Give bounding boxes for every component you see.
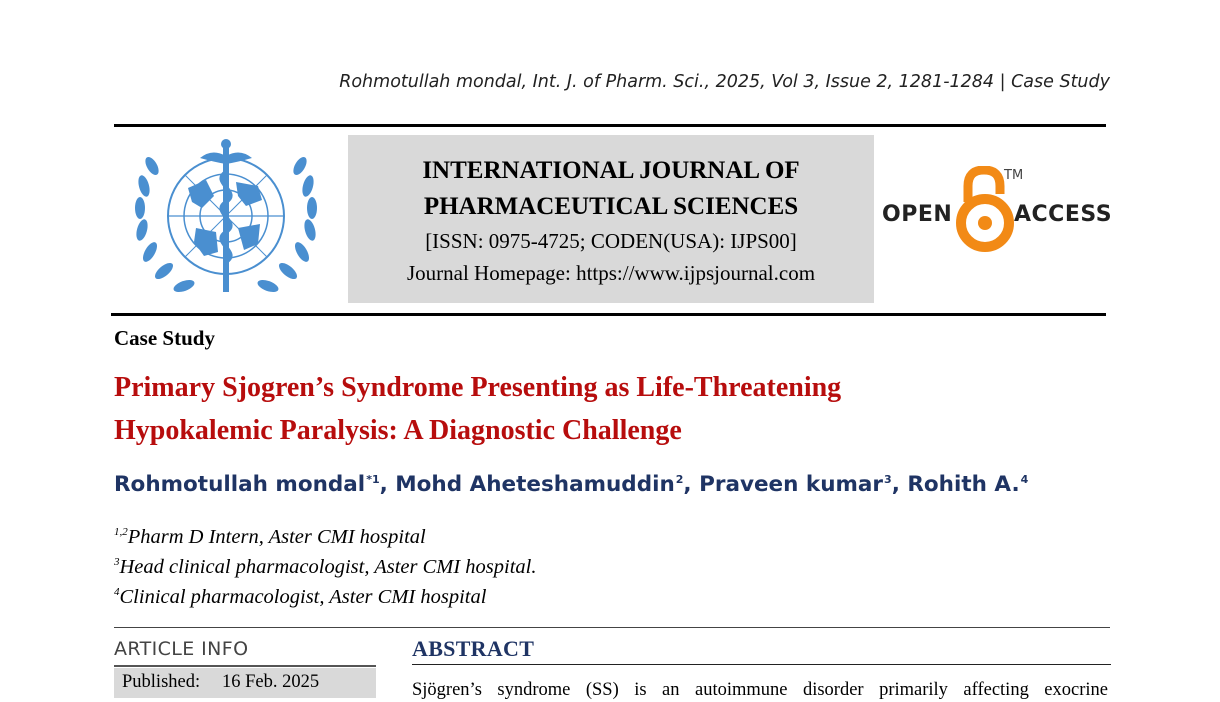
article-type-label: Case Study xyxy=(114,326,215,350)
journal-masthead xyxy=(348,135,874,303)
author-name: Mohd Aheteshamuddin xyxy=(395,472,675,497)
published-date: 16 Feb. 2025 xyxy=(222,672,320,692)
author-affiliation-mark: *1 xyxy=(366,472,380,486)
abstract-rule xyxy=(412,664,1111,665)
author-affiliation-mark: 4 xyxy=(1020,472,1029,486)
author-separator: , xyxy=(891,472,908,497)
un-wreath-caduceus-icon xyxy=(126,136,326,306)
affiliation-mark: 3 xyxy=(114,556,120,569)
affiliation-text: Clinical pharmacologist, Aster CMI hospital xyxy=(119,586,487,608)
affiliation-item xyxy=(114,522,537,552)
header-rule-top xyxy=(114,124,1106,127)
affiliation-mark: 1,2 xyxy=(114,526,128,539)
article-info-heading: ARTICLE INFO xyxy=(114,638,249,660)
author-name: Rohith A. xyxy=(907,472,1020,497)
affiliation-item xyxy=(114,582,537,612)
article-title-line2: Hypokalemic Paralysis: A Diagnostic Challenge xyxy=(114,415,682,446)
abstract-heading: ABSTRACT xyxy=(412,636,535,661)
journal-logo xyxy=(126,136,326,306)
author-name: Rohmotullah mondal xyxy=(114,472,366,497)
section-divider xyxy=(114,627,1110,628)
journal-name-line1: INTERNATIONAL JOURNAL OF xyxy=(422,157,800,184)
open-access-logo xyxy=(880,162,1113,254)
author-list xyxy=(114,472,1028,497)
open-access-trademark: TM xyxy=(1004,168,1024,183)
article-info-rule xyxy=(114,665,376,667)
affiliation-item xyxy=(114,552,537,582)
published-label: Published: xyxy=(122,672,201,692)
published-row xyxy=(114,668,376,698)
affiliation-mark: 4 xyxy=(114,586,120,599)
affiliation-list xyxy=(114,522,537,612)
article-title xyxy=(114,366,1054,452)
author-affiliation-mark: 2 xyxy=(675,472,684,486)
open-access-open-word: OPEN xyxy=(882,202,953,227)
open-access-access-word: ACCESS xyxy=(1014,202,1113,227)
journal-homepage: Journal Homepage: https://www.ijpsjournal.com xyxy=(406,261,816,285)
article-title-line1: Primary Sjogren’s Syndrome Presenting as Life-Threatening xyxy=(114,372,842,403)
running-header: Rohmotullah mondal, Int. J. of Pharm. Sci., 2025, Vol 3, Issue 2, 1281-1284 | Case Study xyxy=(339,72,1110,92)
author-name: Praveen kumar xyxy=(699,472,884,497)
header-rule-bottom xyxy=(111,313,1106,316)
affiliation-text: Pharm D Intern, Aster CMI hospital xyxy=(127,526,426,548)
journal-name-line2: PHARMACEUTICAL SCIENCES xyxy=(423,193,799,220)
abstract-text: Sjögren’s syndrome (SS) is an autoimmune disorder primarily affecting exocrine xyxy=(412,680,1108,700)
affiliation-text: Head clinical pharmacologist, Aster CMI hospital. xyxy=(119,556,537,578)
author-affiliation-mark: 3 xyxy=(884,472,892,486)
journal-issn: [ISSN: 0975-4725; CODEN(USA): IJPS00] xyxy=(425,229,797,253)
author-separator: , xyxy=(683,472,700,497)
author-separator: , xyxy=(379,472,396,497)
